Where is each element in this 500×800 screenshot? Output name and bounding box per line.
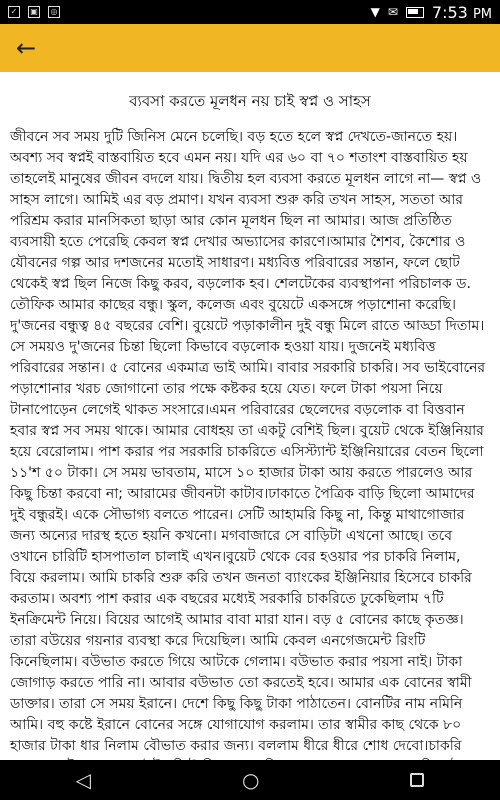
battery-icon — [406, 7, 424, 18]
home-icon[interactable]: ○ — [241, 768, 260, 792]
recent-apps-icon[interactable] — [410, 768, 424, 792]
article-content — [0, 72, 500, 760]
wifi-icon: ▼ — [370, 5, 380, 19]
envelope-icon: ✉ — [387, 5, 398, 19]
image-icon: ▣ — [28, 6, 40, 18]
article-title: ব্যবসা করতে মূলধন নয় চাই স্বপ্ন ও সাহস — [129, 92, 371, 110]
notification-icon: ✓ — [8, 6, 20, 18]
back-nav-icon[interactable]: ◁ — [75, 768, 91, 792]
status-right — [371, 3, 492, 22]
back-arrow-icon[interactable]: ← — [16, 34, 37, 62]
article-body: জীবনে সব সময় দুটি জিনিস মেনে চলেছি। বড় হতে হলে স্বপ্ন দেখতে-জানতে হয়। অবশ্য সব স্বপ্নই বাস্তবায়িত হবে এমন নয়। যদি এর ৬০ বা ৭০ শতাংশ বাস্তবায়িত হয় তাহলেই মানুষের জীবন বদলে যায়। দ্বিতীয় হল ব্যবসা করতে মূলধন লাগে না— স্বপ্ন ও সাহস লাগে। আমিই এর বড় প্রমাণ। যখন ব্যবসা শুরু করি তখন সাহস, সততা আর পরিশ্রম করার মানসিকতা ছাড়া আর কোন মূলধন ছিল না আমার। আজ প্রতিষ্ঠিত ব্যবসায়ী হতে পেরেছি কেবল স্বপ্ন দেখার অভ্যাসের কারণে।আমার শৈশব, কৈশোর ও যৌবনের গল্প আর দশজনের মতোই সাধারণ। মধ্যবিত্ত পরিবারের সন্তান, ফলে ছোট থেকেই স্বপ্ন ছিল নিজে কিছু করব, বড়লোক হব। শেলটেকের ব্যবস্থাপনা পরিচালক ড. তৌফিক আমার কাছের বন্ধু। স্কুল, কলেজ এবং বুয়েটে একসঙ্গে পড়াশোনা করেছি। দু'জনের বন্ধুত্ব ৪৫ বছরের বেশি। বুয়েটে পড়াকালীন দুই বন্ধু মিলে রাতে আড্ডা দিতাম। সে সময়ও দু'জনের চিন্তা ছিলো কিভাবে বড়লোক হওয়া যায়। দুজনেই মধ্যবিত্ত পরিবারের সন্তান। ৫ বোনের একমাত্র ভাই আমি। বাবার সরকারি চাকরি। সব ভাইবোনের পড়াশোনার খরচ জোগানো তার পক্ষে কষ্টকর হয়ে যেত। ফলে টাকা পয়সা নিয়ে টানাপোড়েন লেগেই থাকত সংসারে।এমন পরিবারের ছেলেদের বড়লোক বা বিত্তবান হবার স্বপ্ন সব সময় থাকে। আমার বোধহয় তা একটু বেশিই ছিল। বুয়েট থেকে ইঞ্জিনিয়ার হয়ে বেরোলাম। পাশ করার পর সরকারি চাকরিতে এসিস্ট্যান্ট ইঞ্জিনিয়ারের বেতন ছিলো ১১'শ ৫০ টাকা। সে সময় ভাবতাম, মাসে ১০ হাজার টাকা আয় করতে পারলেও আর কিছু চিন্তা করবো না; আরামের জীবনটা কাটাব।ঢাকাতে পৈত্রিক বাড়ি ছিলো আমাদের দুই বন্ধুরই। একে সৌভাগ্য বলতে পারেন। সেটি আহামরি কিছু না, কিন্তু মাথাগোজার জন্য অন্যের দারস্থ হতে হয়নি কখনো। মগবাজারে সে বাড়িটা এখনো আছে। তবে ওখানে চারিটি হাসপাতাল চালাই এখন।বুয়েট থেকে বের হওয়ার পর চাকরি নিলাম, বিয়ে করলাম। আমি চাকরি শুরু করি তখন জনতা ব্যাংকের ইঞ্জিনিয়ার হিসেবে চাকরি করতাম। অবশ্য পাশ করার এক বছরের মধ্যেই সরকারি চাকরিতে ঢুকেছিলাম ৭টি ইনক্রিমেন্ট নিয়ে। বিয়ের আগেই আমার বাবা মারা যান। বড় ৫ বোনের কাছে কৃতজ্ঞ। তারা বউয়ের গয়নার ব্যবস্থা করে দিয়েছিল। আমি কেবল এনগেজমেন্ট রিংটি কিনেছিলাম। বউভাত করতে গিয়ে আটকে গেলাম। বউভাত করার পয়সা নাই। টাকা জোগাড় করতে পারি না। আবার বউভাত তো করতেই হবে। আমার এক বোনের স্বামী ডাক্তার। তারা সে সময় ইরানে। দেশে কিছু কিছু টাকা পাঠাতেন। বোনটির নাম নমিনি আমি। বহু কষ্টে ইরানে বোনের সঙ্গে যোগাযোগ করলাম। তার স্বামীর কাছ থেকে ৮০ হাজার টাকা ধার নিলাম বৌভাত করার জন্য। বললাম ধীরে ধীরে শোধ দেবো।চাকরি — [10, 129, 486, 754]
navigation-bar — [0, 760, 500, 800]
notification-icons — [8, 6, 60, 18]
status-bar — [0, 0, 500, 24]
app-toolbar — [0, 24, 500, 72]
status-time: 7:53 PM — [431, 2, 492, 22]
app-icon: ◎ — [48, 6, 60, 18]
